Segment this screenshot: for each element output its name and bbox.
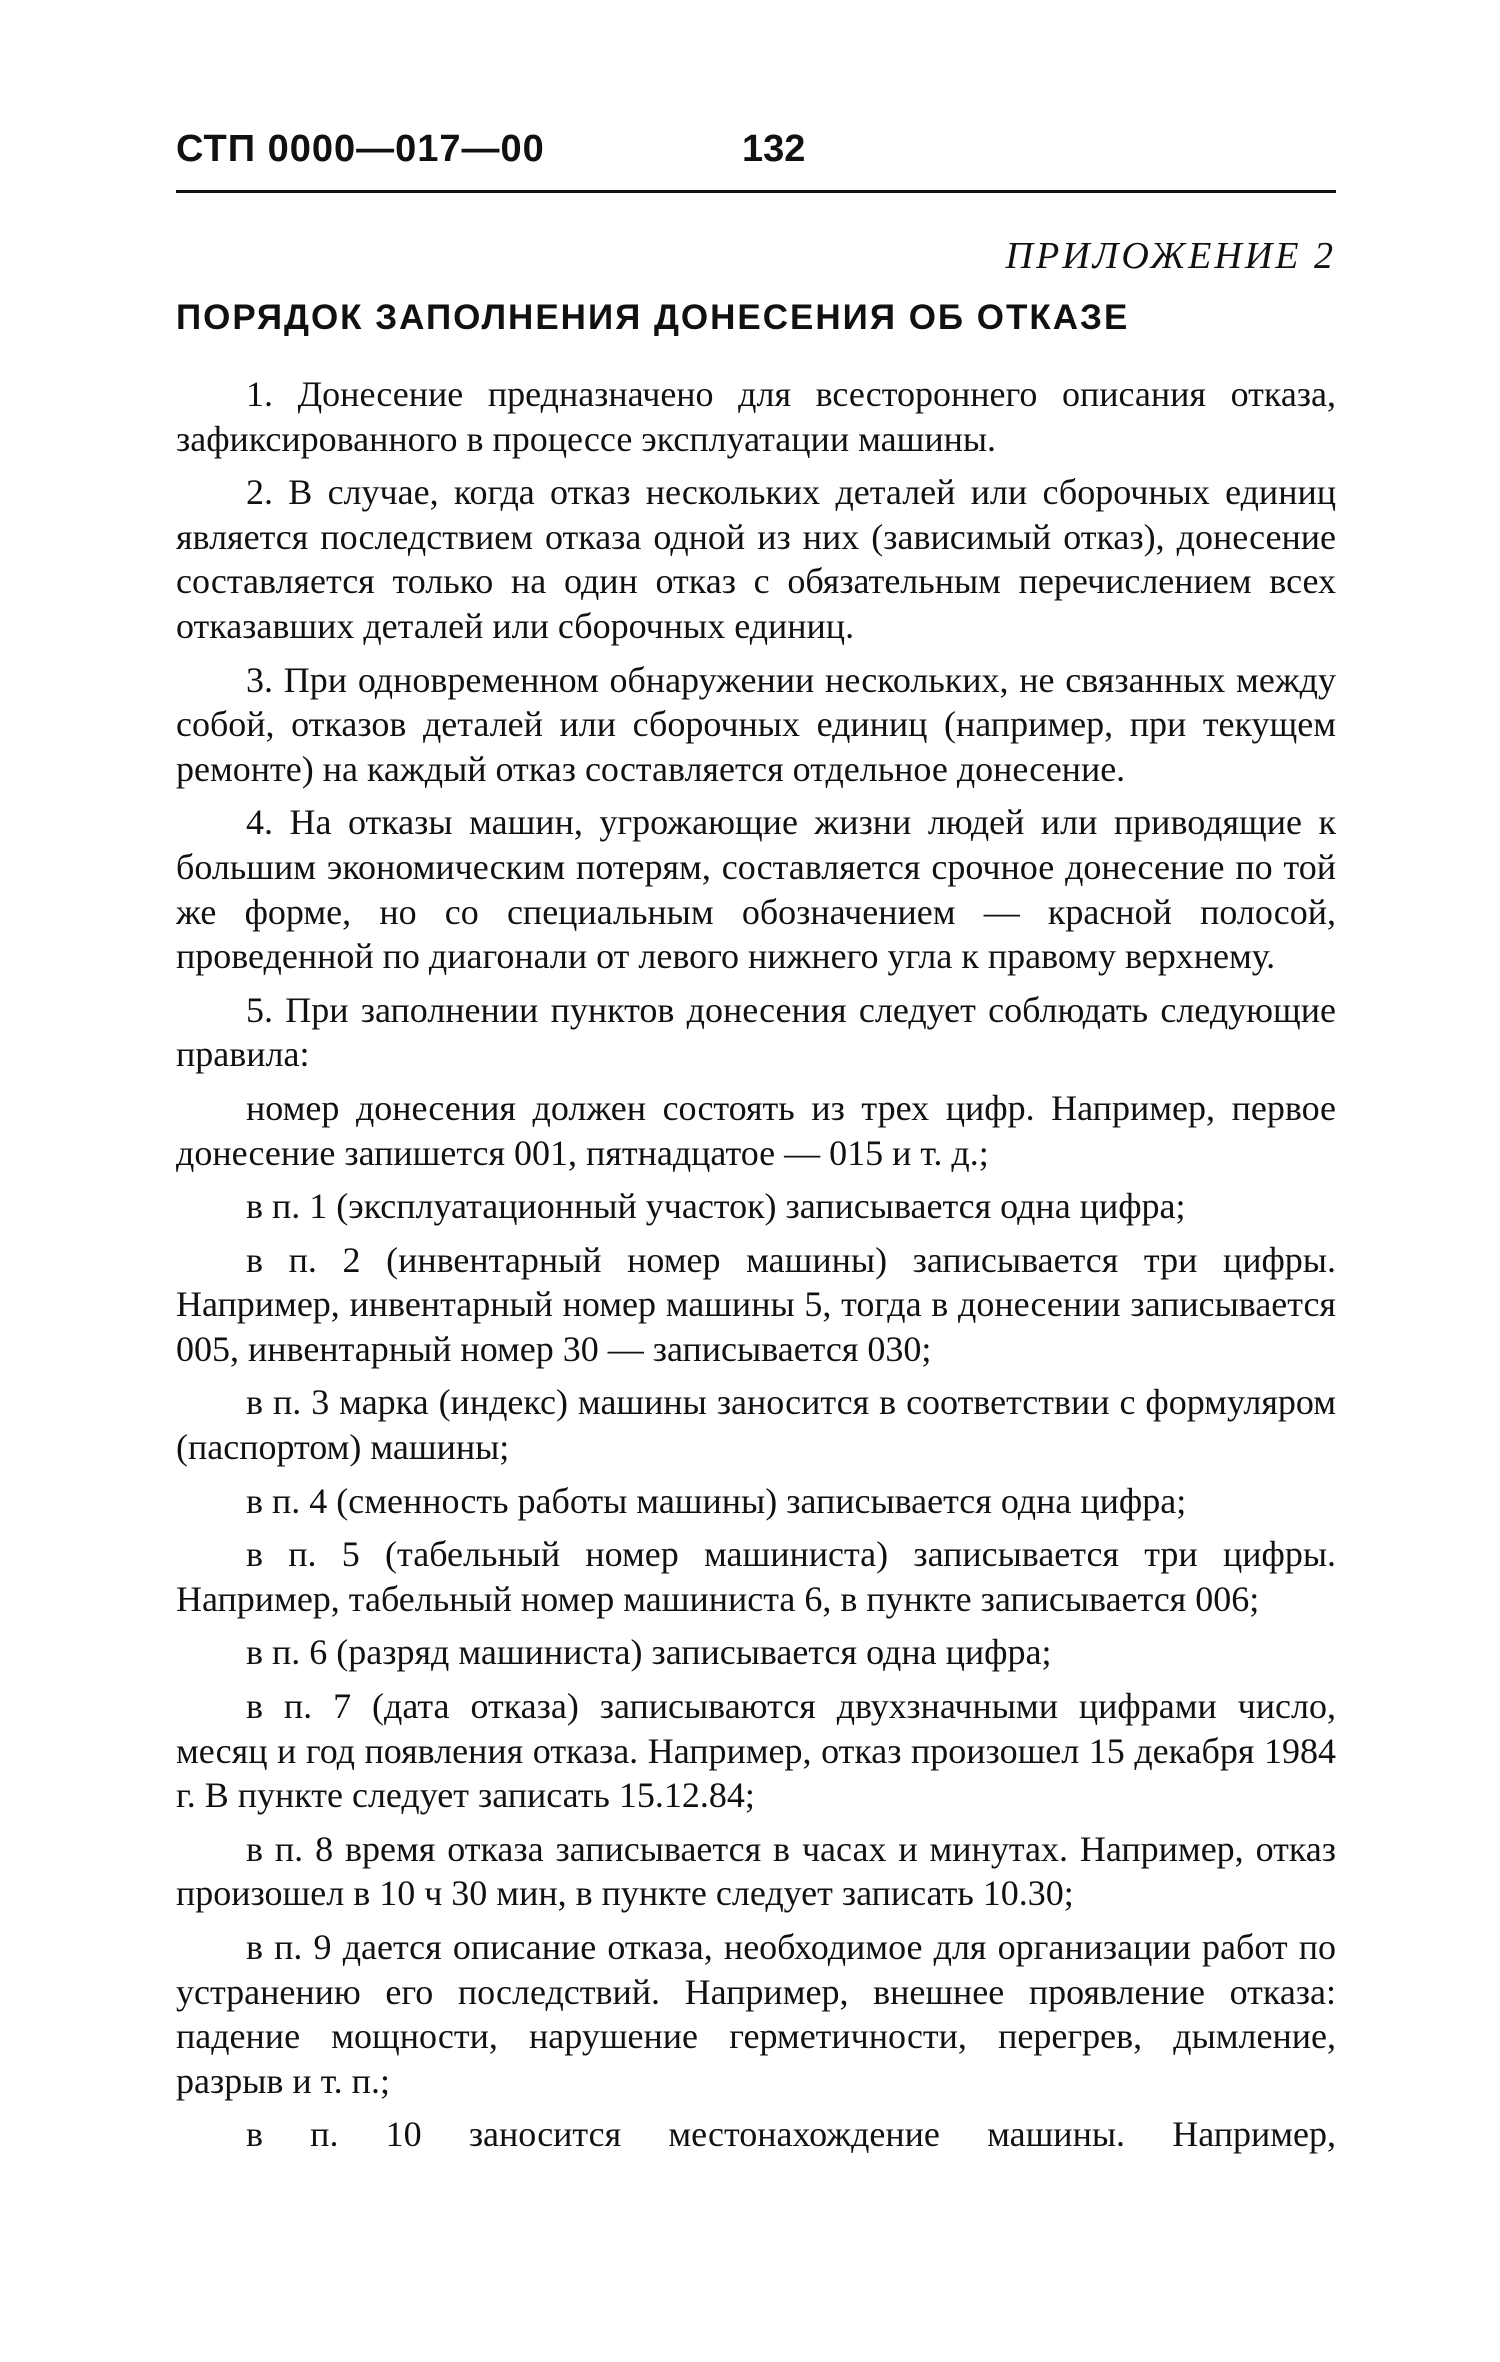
paragraph-4: 4. На отказы машин, угрожающие жизни людей или приводящие к большим экономическим потерям, составляется срочное донесение по той же форме, но со специальным обозначением — красной полосой, проведенной по диагонали от левого нижнего угла к правому верхнему. <box>176 802 1336 977</box>
appendix-label: ПРИЛОЖЕНИЕ 2 <box>1005 235 1336 277</box>
document-body <box>176 372 1336 2166</box>
rule-item-8: в п. 8 время отказа записывается в часах и минутах. Например, отказ произошел в 10 ч 30 мин, в пункте следует записать 10.30; <box>176 1828 1336 1914</box>
rule-item-4: в п. 4 (сменность работы машины) записывается одна цифра; <box>246 1480 1187 1521</box>
rule-item-7: в п. 7 (дата отказа) записываются двухзначными цифрами число, месяц и год появления отказа. Например, отказ произошел 15 декабря 1984 г. В пункте следует записать 15.12.84; <box>176 1686 1336 1816</box>
paragraph-1: 1. Донесение предназначено для всестороннего описания отказа, зафиксированного в процессе эксплуатации машины. <box>176 374 1336 459</box>
rule-item-1: в п. 1 (эксплуатационный участок) записывается одна цифра; <box>246 1186 1186 1227</box>
rule-item-2: в п. 2 (инвентарный номер машины) записывается три цифры. Например, инвентарный номер машины 5, тогда в донесении записывается 005, инвентарный номер 30 — записывается 030; <box>176 1239 1336 1369</box>
rule-item-3: в п. 3 марка (индекс) машины заносится в соответствии с формуляром (паспортом) машины; <box>176 1382 1336 1468</box>
paragraph-5: 5. При заполнении пунктов донесения следует соблюдать следующие правила: <box>176 989 1336 1075</box>
document-code: СТП 0000—017—00 <box>176 128 545 170</box>
rule-item-6: в п. 6 (разряд машиниста) записывается одна цифра; <box>246 1632 1052 1673</box>
paragraph-2: 2. В случае, когда отказ нескольких деталей или сборочных единиц является последствием отказа одной из них (зависимый отказ), донесение составляется только на один отказ с обязательным перечислением всех отказавших деталей или сборочных единиц. <box>176 472 1336 646</box>
rule-item-5: в п. 5 (табельный номер машиниста) записывается три цифры. Например, табельный номер машиниста 6, в пункте записывается 006; <box>176 1534 1336 1619</box>
rule-item-9: в п. 9 дается описание отказа, необходимое для организации работ по устранению его последствий. Например, внешнее проявление отказа: падение мощности, нарушение герметичности, перегрев, дымление, разрыв и т. п.; <box>176 1927 1336 2101</box>
rule-item-10: в п. 10 заносится местонахождение машины. Например, <box>246 2114 1336 2155</box>
page-header <box>176 128 1336 193</box>
paragraph-3: 3. При одновременном обнаружении нескольких, не связанных между собой, отказов деталей или сборочных единиц (например, при текущем ремонте) на каждый отказ составляется отдельное донесение. <box>176 659 1336 789</box>
page-number: 132 <box>742 128 806 170</box>
rule-report-number: номер донесения должен состоять из трех цифр. Например, первое донесение запишется 001, пятнадцатое — 015 и т. д.; <box>176 1087 1336 1173</box>
section-title: ПОРЯДОК ЗАПОЛНЕНИЯ ДОНЕСЕНИЯ ОБ ОТКАЗЕ <box>176 298 1130 337</box>
